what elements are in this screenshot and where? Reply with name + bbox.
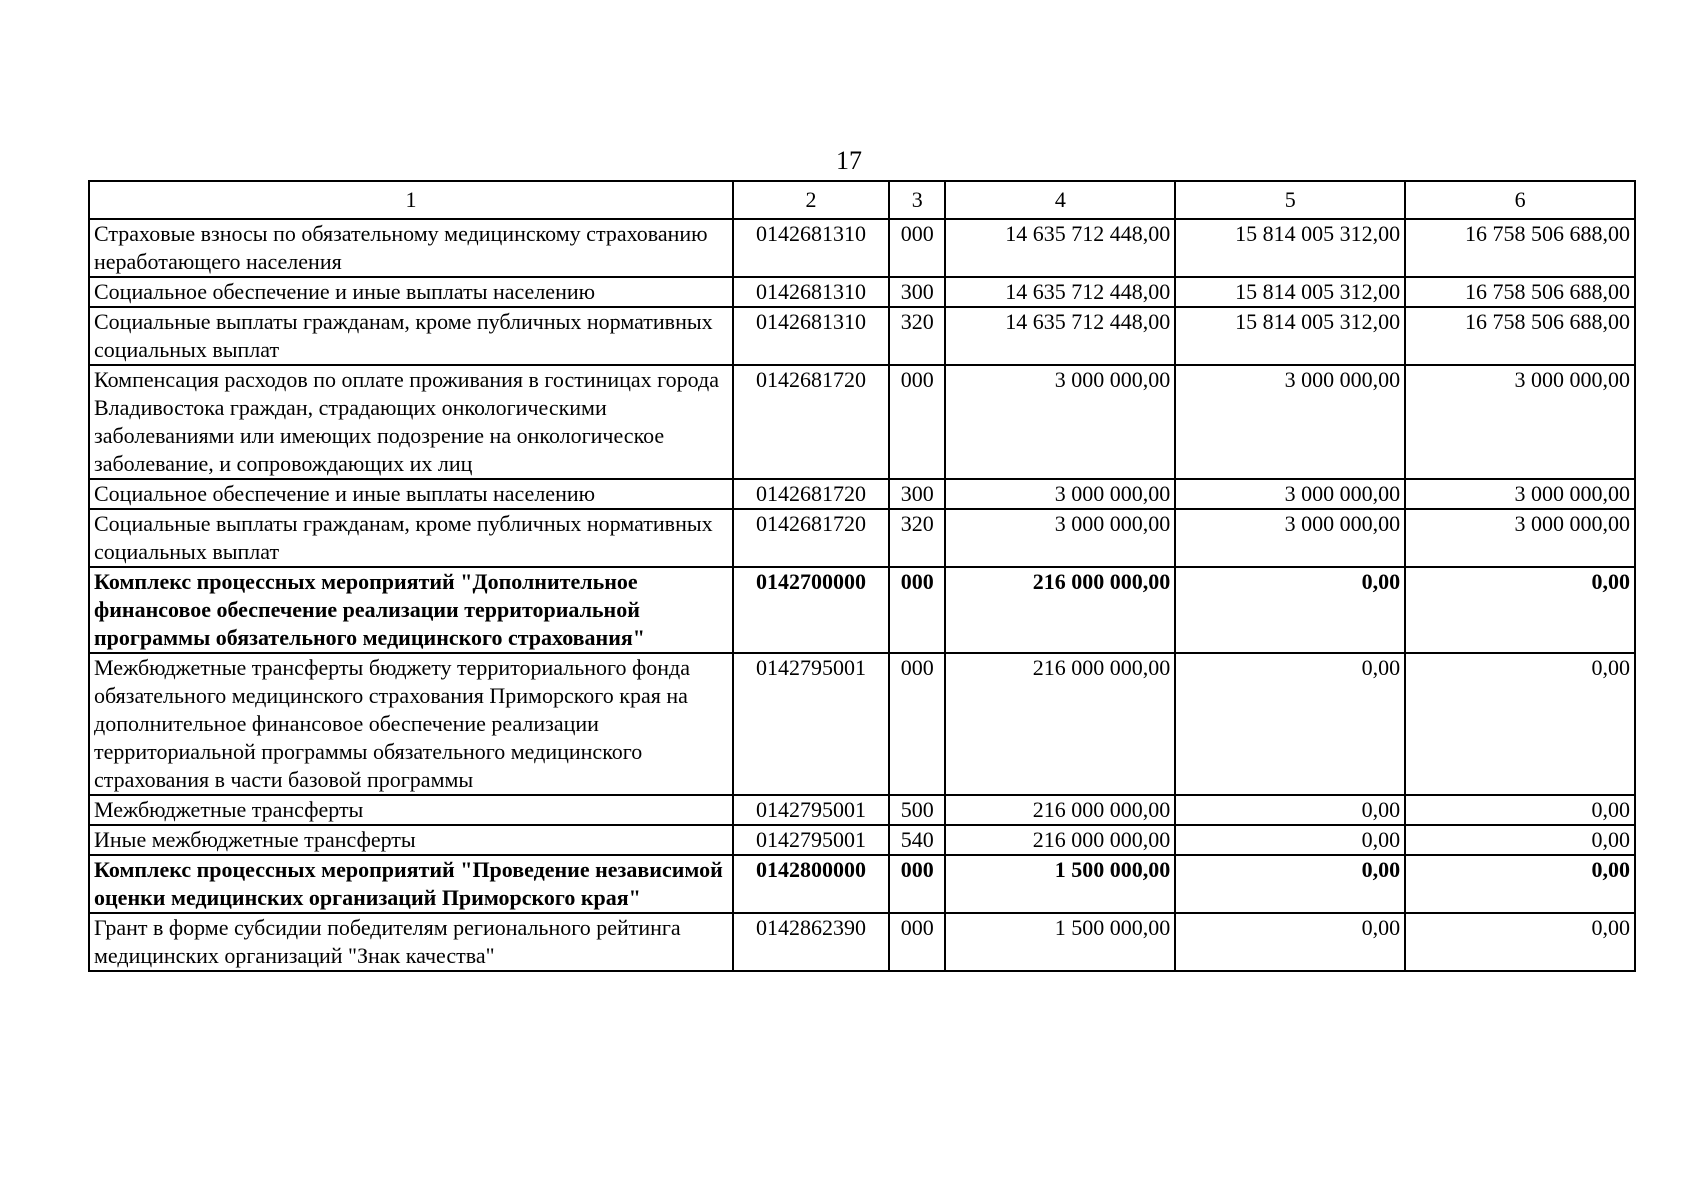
column-header: 6 bbox=[1405, 181, 1635, 219]
row-type-cell: 000 bbox=[889, 365, 945, 479]
table-row bbox=[89, 653, 1635, 795]
row-amount-col5-cell: 15 814 005 312,00 bbox=[1175, 307, 1405, 365]
row-type-cell: 000 bbox=[889, 219, 945, 277]
column-header: 1 bbox=[89, 181, 733, 219]
row-amount-col6-cell: 0,00 bbox=[1405, 855, 1635, 913]
row-code-cell: 0142681310 bbox=[733, 277, 889, 307]
row-amount-col5-cell: 0,00 bbox=[1175, 567, 1405, 653]
table-row bbox=[89, 795, 1635, 825]
row-amount-col6-cell: 0,00 bbox=[1405, 913, 1635, 971]
row-name-cell: Иные межбюджетные трансферты bbox=[89, 825, 733, 855]
row-name-cell: Социальное обеспечение и иные выплаты населению bbox=[89, 479, 733, 509]
row-code-cell: 0142862390 bbox=[733, 913, 889, 971]
row-amount-col4-cell: 216 000 000,00 bbox=[945, 795, 1175, 825]
row-type-cell: 540 bbox=[889, 825, 945, 855]
row-name-cell: Компенсация расходов по оплате проживания в гостиницах города Владивостока граждан, страдающих онкологическими заболеваниями или имеющих подозрение на онкологическое заболевание, и сопровождающих их лиц bbox=[89, 365, 733, 479]
row-amount-col6-cell: 0,00 bbox=[1405, 795, 1635, 825]
row-code-cell: 0142800000 bbox=[733, 855, 889, 913]
row-name-cell: Грант в форме субсидии победителям регионального рейтинга медицинских организаций "Знак качества" bbox=[89, 913, 733, 971]
row-code-cell: 0142681720 bbox=[733, 365, 889, 479]
row-amount-col4-cell: 216 000 000,00 bbox=[945, 825, 1175, 855]
row-type-cell: 500 bbox=[889, 795, 945, 825]
row-type-cell: 000 bbox=[889, 653, 945, 795]
row-amount-col5-cell: 0,00 bbox=[1175, 913, 1405, 971]
table-row bbox=[89, 479, 1635, 509]
row-amount-col4-cell: 14 635 712 448,00 bbox=[945, 307, 1175, 365]
row-code-cell: 0142795001 bbox=[733, 653, 889, 795]
column-header: 4 bbox=[945, 181, 1175, 219]
row-amount-col5-cell: 0,00 bbox=[1175, 825, 1405, 855]
row-name-cell: Социальные выплаты гражданам, кроме публичных нормативных социальных выплат bbox=[89, 509, 733, 567]
row-name-cell: Межбюджетные трансферты bbox=[89, 795, 733, 825]
table-row bbox=[89, 567, 1635, 653]
row-amount-col4-cell: 216 000 000,00 bbox=[945, 567, 1175, 653]
table-row bbox=[89, 365, 1635, 479]
column-number-row bbox=[89, 181, 1635, 219]
row-amount-col5-cell: 15 814 005 312,00 bbox=[1175, 277, 1405, 307]
row-type-cell: 320 bbox=[889, 307, 945, 365]
table-row bbox=[89, 913, 1635, 971]
row-amount-col6-cell: 0,00 bbox=[1405, 567, 1635, 653]
row-code-cell: 0142681310 bbox=[733, 219, 889, 277]
row-amount-col5-cell: 3 000 000,00 bbox=[1175, 479, 1405, 509]
row-name-cell: Межбюджетные трансферты бюджету территориального фонда обязательного медицинского страхования Приморского края на дополнительное финансовое обеспечение реализации территориальной программы обязательного медицинского страхования в части базовой программы bbox=[89, 653, 733, 795]
table-row bbox=[89, 509, 1635, 567]
row-name-cell: Страховые взносы по обязательному медицинскому страхованию неработающего населения bbox=[89, 219, 733, 277]
row-code-cell: 0142795001 bbox=[733, 825, 889, 855]
row-amount-col4-cell: 14 635 712 448,00 bbox=[945, 277, 1175, 307]
row-code-cell: 0142681310 bbox=[733, 307, 889, 365]
row-amount-col4-cell: 3 000 000,00 bbox=[945, 479, 1175, 509]
column-header: 5 bbox=[1175, 181, 1405, 219]
row-type-cell: 300 bbox=[889, 277, 945, 307]
row-amount-col4-cell: 1 500 000,00 bbox=[945, 855, 1175, 913]
row-amount-col5-cell: 3 000 000,00 bbox=[1175, 509, 1405, 567]
column-header: 2 bbox=[733, 181, 889, 219]
row-amount-col5-cell: 3 000 000,00 bbox=[1175, 365, 1405, 479]
row-code-cell: 0142700000 bbox=[733, 567, 889, 653]
row-amount-col4-cell: 14 635 712 448,00 bbox=[945, 219, 1175, 277]
row-amount-col6-cell: 3 000 000,00 bbox=[1405, 479, 1635, 509]
row-name-cell: Социальные выплаты гражданам, кроме публичных нормативных социальных выплат bbox=[89, 307, 733, 365]
table-body bbox=[89, 219, 1635, 971]
row-code-cell: 0142795001 bbox=[733, 795, 889, 825]
row-amount-col6-cell: 16 758 506 688,00 bbox=[1405, 219, 1635, 277]
row-amount-col4-cell: 1 500 000,00 bbox=[945, 913, 1175, 971]
row-amount-col5-cell: 15 814 005 312,00 bbox=[1175, 219, 1405, 277]
row-amount-col4-cell: 3 000 000,00 bbox=[945, 365, 1175, 479]
table-row bbox=[89, 825, 1635, 855]
table-row bbox=[89, 855, 1635, 913]
page-number: 17 bbox=[836, 146, 862, 175]
row-name-cell: Комплекс процессных мероприятий "Проведение независимой оценки медицинских организаций Приморского края" bbox=[89, 855, 733, 913]
row-amount-col6-cell: 3 000 000,00 bbox=[1405, 365, 1635, 479]
row-type-cell: 000 bbox=[889, 913, 945, 971]
row-amount-col6-cell: 0,00 bbox=[1405, 653, 1635, 795]
row-type-cell: 000 bbox=[889, 855, 945, 913]
row-type-cell: 320 bbox=[889, 509, 945, 567]
table-row bbox=[89, 277, 1635, 307]
row-amount-col5-cell: 0,00 bbox=[1175, 855, 1405, 913]
row-type-cell: 300 bbox=[889, 479, 945, 509]
row-name-cell: Комплекс процессных мероприятий "Дополнительное финансовое обеспечение реализации территориальной программы обязательного медицинского страхования" bbox=[89, 567, 733, 653]
row-amount-col6-cell: 16 758 506 688,00 bbox=[1405, 277, 1635, 307]
row-amount-col5-cell: 0,00 bbox=[1175, 653, 1405, 795]
row-amount-col4-cell: 216 000 000,00 bbox=[945, 653, 1175, 795]
table-row bbox=[89, 219, 1635, 277]
row-amount-col6-cell: 16 758 506 688,00 bbox=[1405, 307, 1635, 365]
row-amount-col6-cell: 0,00 bbox=[1405, 825, 1635, 855]
table-row bbox=[89, 307, 1635, 365]
row-amount-col5-cell: 0,00 bbox=[1175, 795, 1405, 825]
row-type-cell: 000 bbox=[889, 567, 945, 653]
row-amount-col4-cell: 3 000 000,00 bbox=[945, 509, 1175, 567]
budget-table bbox=[88, 180, 1636, 972]
row-code-cell: 0142681720 bbox=[733, 479, 889, 509]
row-name-cell: Социальное обеспечение и иные выплаты населению bbox=[89, 277, 733, 307]
column-header: 3 bbox=[889, 181, 945, 219]
row-code-cell: 0142681720 bbox=[733, 509, 889, 567]
row-amount-col6-cell: 3 000 000,00 bbox=[1405, 509, 1635, 567]
